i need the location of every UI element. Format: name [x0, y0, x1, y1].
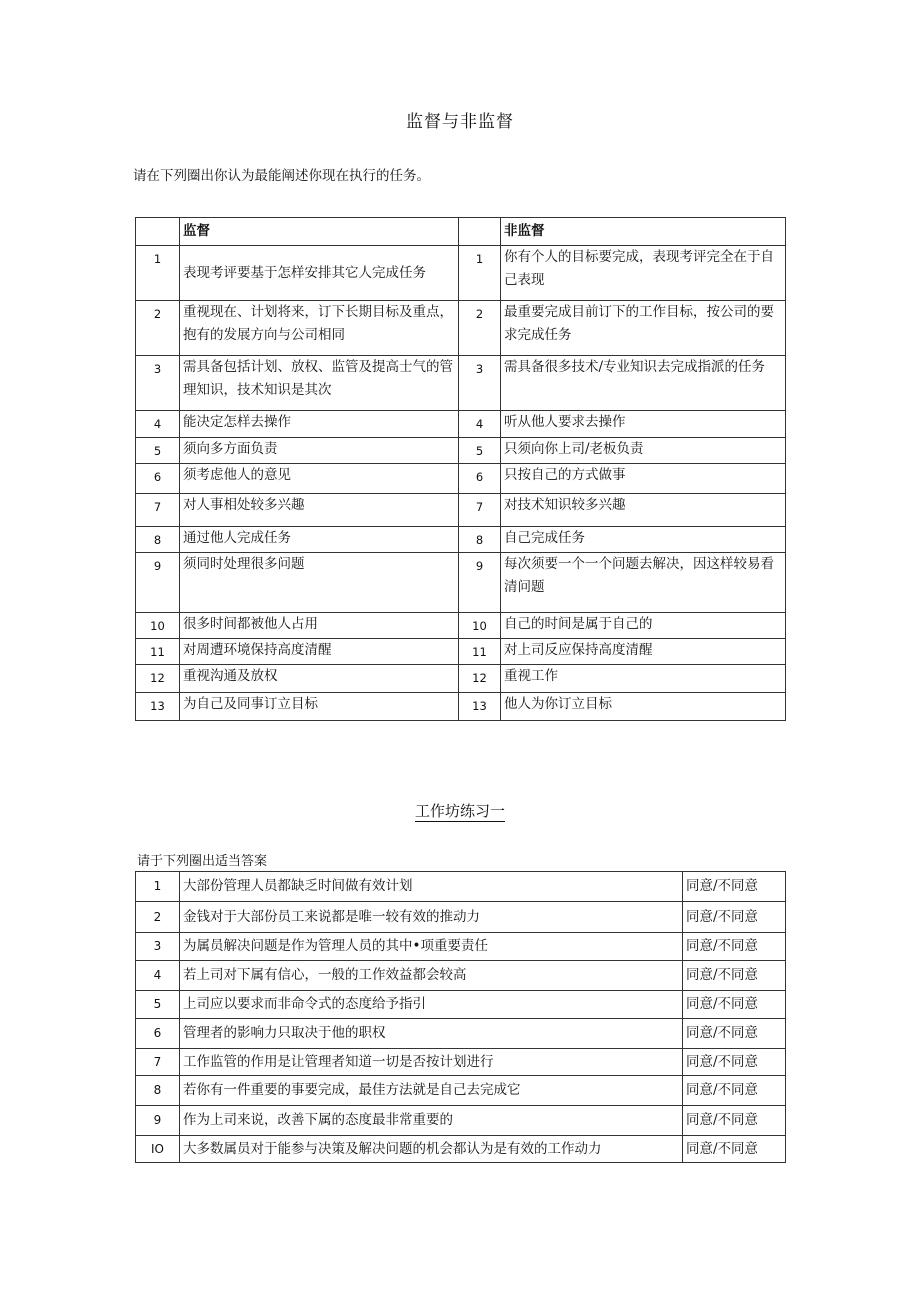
agree-disagree-option[interactable]: 同意/不同意 [683, 1076, 786, 1106]
row-number: 4 [459, 411, 501, 438]
non-supervisory-item: 只按自己的方式做事 [501, 464, 786, 494]
supervisory-item: 需具备包括计划、放权、监管及提高士气的管理知识，技术知识是其次 [180, 356, 459, 411]
supervisory-item: 能决定怎样去操作 [180, 411, 459, 438]
question-number: 8 [136, 1076, 180, 1106]
header-blank [136, 218, 180, 246]
agree-disagree-option[interactable]: 同意/不同意 [683, 902, 786, 933]
header-non-supervisory: 非监督 [501, 218, 786, 246]
non-supervisory-item: 对上司反应保持高度清醒 [501, 639, 786, 665]
row-number: 2 [459, 301, 501, 356]
row-number: 1 [136, 246, 180, 301]
workshop-row [136, 1076, 786, 1106]
question-text: 作为上司来说，改善下属的态度最非常重要的 [180, 1106, 683, 1136]
non-supervisory-item: 每次须要一个一个问题去解决，因这样较易看清问题 [501, 553, 786, 613]
header-blank [459, 218, 501, 246]
question-number: 4 [136, 961, 180, 991]
non-supervisory-item: 他人为你订立目标 [501, 693, 786, 721]
compare-table [135, 217, 786, 721]
compare-row [136, 693, 786, 721]
supervisory-item: 须考虑他人的意见 [180, 464, 459, 494]
workshop-row [136, 1106, 786, 1136]
non-supervisory-item: 只须向你上司/老板负责 [501, 438, 786, 464]
question-number: 9 [136, 1106, 180, 1136]
compare-row [136, 527, 786, 553]
question-text: 若上司对下属有信心，一般的工作效益都会较高 [180, 961, 683, 991]
question-text: 工作监管的作用是让管理者知道一切是否按计划进行 [180, 1049, 683, 1076]
non-supervisory-item: 你有个人的目标要完成，表现考评完全在于自己表现 [501, 246, 786, 301]
workshop-row [136, 933, 786, 961]
compare-row [136, 553, 786, 613]
row-number: 13 [136, 693, 180, 721]
agree-disagree-option[interactable]: 同意/不同意 [683, 1136, 786, 1163]
compare-row [136, 494, 786, 527]
row-number: 12 [136, 665, 180, 693]
workshop-row [136, 902, 786, 933]
agree-disagree-option[interactable]: 同意/不同意 [683, 961, 786, 991]
workshop-title-text: 工作坊练习一 [414, 802, 505, 820]
compare-row [136, 411, 786, 438]
compare-row [136, 356, 786, 411]
workshop-row [136, 1019, 786, 1049]
question-number: 2 [136, 902, 180, 933]
row-number: 8 [459, 527, 501, 553]
compare-row [136, 665, 786, 693]
question-number: 5 [136, 991, 180, 1019]
row-number: 5 [459, 438, 501, 464]
row-number: 7 [459, 494, 501, 527]
workshop-title [0, 800, 920, 821]
supervisory-item: 为自己及同事订立目标 [180, 693, 459, 721]
workshop-row [136, 961, 786, 991]
non-supervisory-item: 自己的时间是属于自己的 [501, 613, 786, 639]
workshop-intro: 请于下列圈出适当答案 [137, 854, 268, 869]
page-title: 监督与非监督 [406, 112, 514, 132]
row-number: 11 [459, 639, 501, 665]
supervisory-item: 须向多方面负责 [180, 438, 459, 464]
question-text: 上司应以要求而非命令式的态度给予指引 [180, 991, 683, 1019]
workshop-row [136, 1136, 786, 1163]
row-number: 9 [136, 553, 180, 613]
header-supervisory: 监督 [180, 218, 459, 246]
compare-row [136, 464, 786, 494]
row-number: 5 [136, 438, 180, 464]
agree-disagree-option[interactable]: 同意/不同意 [683, 872, 786, 902]
compare-row [136, 301, 786, 356]
workshop-row [136, 872, 786, 902]
non-supervisory-item: 需具备很多技术/专业知识去完成指派的任务 [501, 356, 786, 411]
row-number: 8 [136, 527, 180, 553]
supervisory-item: 对人事相处较多兴趣 [180, 494, 459, 527]
compare-row [136, 246, 786, 301]
supervisory-item: 通过他人完成任务 [180, 527, 459, 553]
supervisory-item: 表现考评要基于怎样安排其它人完成任务 [180, 246, 459, 301]
row-number: 6 [136, 464, 180, 494]
supervisory-item: 对周遭环境保持高度清醒 [180, 639, 459, 665]
agree-disagree-option[interactable]: 同意/不同意 [683, 1049, 786, 1076]
compare-row [136, 613, 786, 639]
compare-header-row [136, 218, 786, 246]
supervisory-item: 重视沟通及放权 [180, 665, 459, 693]
compare-row [136, 438, 786, 464]
question-number: 7 [136, 1049, 180, 1076]
row-number: 9 [459, 553, 501, 613]
row-number: 13 [459, 693, 501, 721]
row-number: 10 [459, 613, 501, 639]
question-text: 大部份管理人员都缺乏时间做有效计划 [180, 872, 683, 902]
question-number: 3 [136, 933, 180, 961]
supervisory-item: 很多时间都被他人占用 [180, 613, 459, 639]
page-intro: 请在下列圈出你认为最能阐述你现在执行的任务。 [133, 168, 430, 184]
row-number: 11 [136, 639, 180, 665]
question-text: 金钱对于大部份员工来说都是唯一较有效的推动力 [180, 902, 683, 933]
agree-disagree-option[interactable]: 同意/不同意 [683, 991, 786, 1019]
non-supervisory-item: 自己完成任务 [501, 527, 786, 553]
non-supervisory-item: 对技术知识较多兴趣 [501, 494, 786, 527]
row-number: 3 [459, 356, 501, 411]
question-text: 管理者的影响力只取决于他的职权 [180, 1019, 683, 1049]
workshop-table [135, 871, 786, 1163]
non-supervisory-item: 最重要完成目前订下的工作目标，按公司的要求完成任务 [501, 301, 786, 356]
row-number: 6 [459, 464, 501, 494]
row-number: 3 [136, 356, 180, 411]
question-text: 若你有一件重要的事要完成，最佳方法就是自己去完成它 [180, 1076, 683, 1106]
agree-disagree-option[interactable]: 同意/不同意 [683, 1106, 786, 1136]
workshop-row [136, 991, 786, 1019]
question-number: IO [136, 1136, 180, 1163]
non-supervisory-item: 重视工作 [501, 665, 786, 693]
agree-disagree-option[interactable]: 同意/不同意 [683, 1019, 786, 1049]
agree-disagree-option[interactable]: 同意/不同意 [683, 933, 786, 961]
row-number: 12 [459, 665, 501, 693]
workshop-row [136, 1049, 786, 1076]
non-supervisory-item: 听从他人要求去操作 [501, 411, 786, 438]
question-text: 为属员解决问题是作为管理人员的其中•项重要责任 [180, 933, 683, 961]
row-number: 7 [136, 494, 180, 527]
supervisory-item: 须同时处理很多问题 [180, 553, 459, 613]
question-number: 1 [136, 872, 180, 902]
row-number: 4 [136, 411, 180, 438]
row-number: 2 [136, 301, 180, 356]
row-number: 10 [136, 613, 180, 639]
supervisory-item: 重视现在、计划将来，订下长期目标及重点，抱有的发展方向与公司相同 [180, 301, 459, 356]
compare-row [136, 639, 786, 665]
question-number: 6 [136, 1019, 180, 1049]
row-number: 1 [459, 246, 501, 301]
question-text: 大多数属员对于能参与决策及解决问题的机会都认为是有效的工作动力 [180, 1136, 683, 1163]
